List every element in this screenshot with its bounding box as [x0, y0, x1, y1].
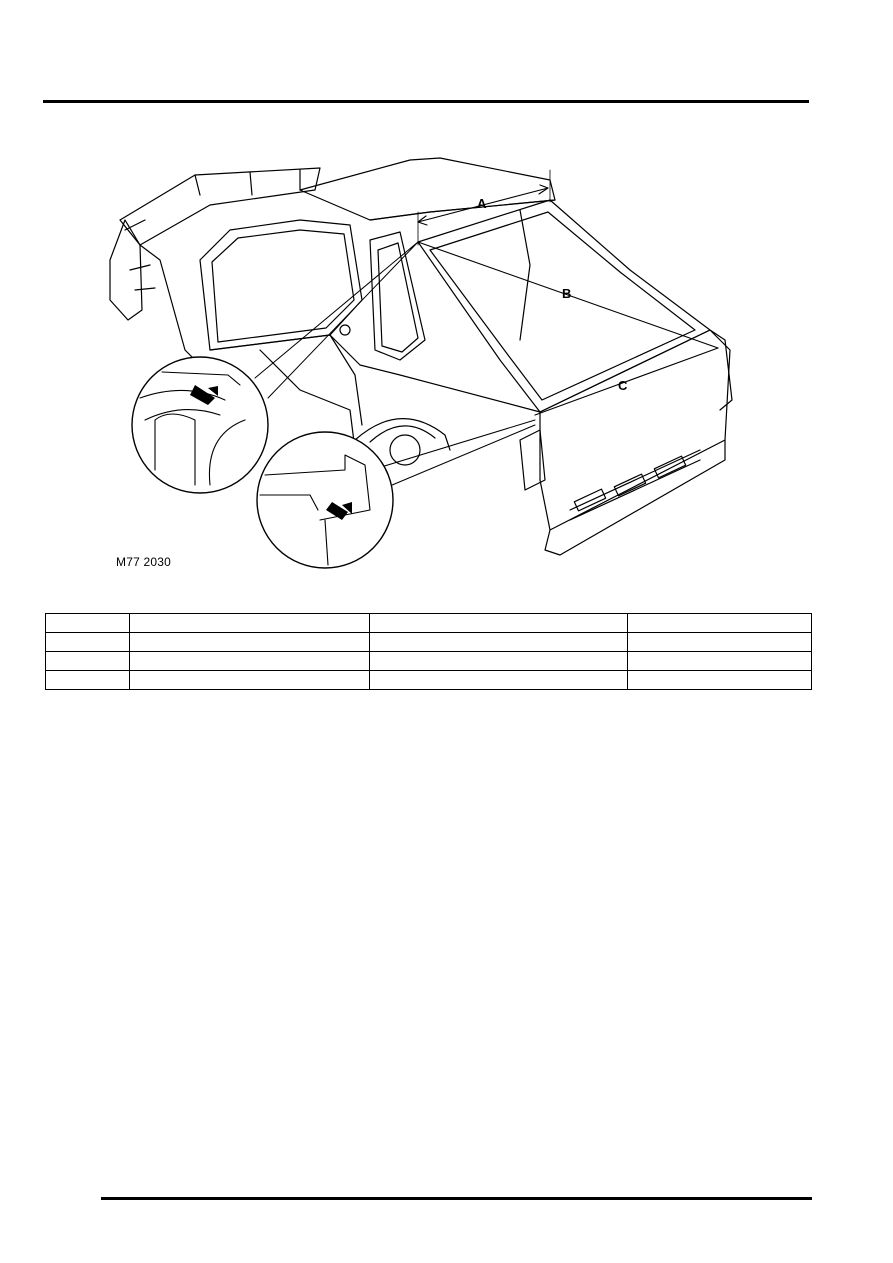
table-cell: [130, 652, 370, 671]
header-rule: [43, 100, 809, 103]
vehicle-body-diagram: [100, 150, 760, 570]
dimension-label-b: B: [562, 286, 572, 301]
table-cell: [370, 633, 628, 652]
figure-code: M77 2030: [116, 555, 171, 569]
table-cell: [628, 614, 812, 633]
body-shell-illustration: [100, 150, 760, 570]
table-cell: [46, 633, 130, 652]
table-cell: [370, 614, 628, 633]
table-cell: [370, 652, 628, 671]
table-cell: [46, 614, 130, 633]
table-cell: [130, 614, 370, 633]
table-cell: [130, 671, 370, 690]
table-row: [46, 614, 812, 633]
dimension-label-c: C: [618, 378, 628, 393]
table-row: [46, 633, 812, 652]
table-row: [46, 652, 812, 671]
dimension-table: [45, 613, 812, 690]
table-row: [46, 671, 812, 690]
table-cell: [46, 671, 130, 690]
dimension-label-a: A: [477, 196, 487, 211]
table-cell: [130, 633, 370, 652]
table-cell: [370, 671, 628, 690]
footer-rule: [101, 1197, 812, 1200]
table-cell: [628, 633, 812, 652]
table-cell: [628, 652, 812, 671]
table-cell: [628, 671, 812, 690]
table-cell: [46, 652, 130, 671]
